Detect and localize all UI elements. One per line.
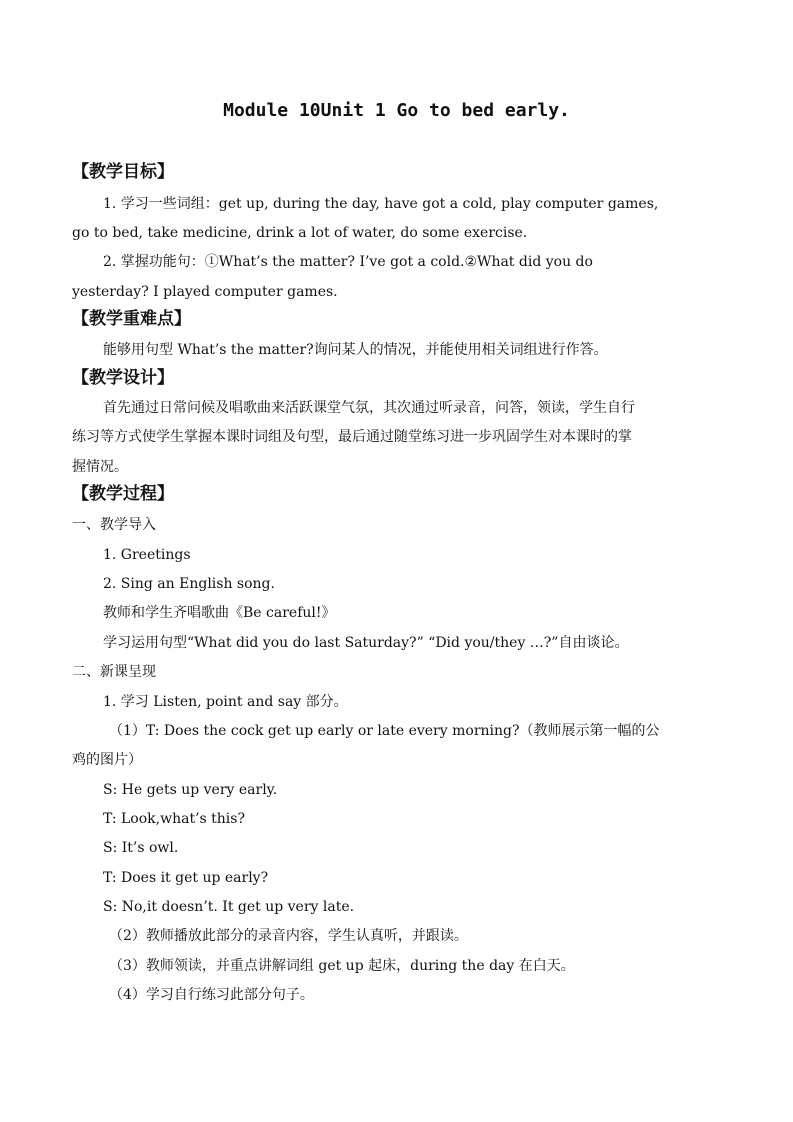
part-2-heading: 二、新课呈现	[72, 664, 156, 680]
part-2-item-5: （4）学习自行练习此部分句子。	[109, 987, 314, 1003]
heading-teaching-design: 【教学设计】	[72, 368, 174, 388]
dialog-line-1: S: He gets up very early.	[103, 782, 278, 798]
design-line-1: 首先通过日常问候及唱歌曲来活跃课堂气氛，其次通过听录音，问答，领读，学生自行	[103, 400, 635, 416]
part-1-heading: 一、教学导入	[72, 517, 156, 533]
document-title: Module 10Unit 1 Go to bed early.	[223, 100, 570, 121]
part-1-item-1: 1. Greetings	[103, 547, 191, 563]
goal-1-line-2: go to bed, take medicine, drink a lot of water, do some exercise.	[72, 225, 528, 241]
heading-teaching-process: 【教学过程】	[72, 484, 174, 504]
part-2-item-3: （2）教师播放此部分的录音内容，学生认真听，并跟读。	[109, 928, 468, 944]
goal-1-line-1: 1. 学习一些词组：get up, during the day, have got a cold, play computer games,	[103, 196, 659, 212]
part-2-item-2-line-2: 鸡的图片）	[72, 752, 142, 768]
heading-key-points: 【教学重难点】	[72, 309, 191, 329]
dialog-line-5: S: No,it doesn’t. It get up very late.	[103, 899, 355, 915]
part-2-item-4: （3）教师领读，并重点讲解词组 get up 起床，during the day 在白天。	[109, 958, 575, 974]
part-2-item-1: 1. 学习 Listen, point and say 部分。	[103, 694, 348, 710]
part-2-item-2-line-1: （1）T: Does the cock get up early or late every morning?（教师展示第一幅的公	[109, 723, 660, 739]
goal-2-line-1: 2. 掌握功能句：①What’s the matter? I’ve got a cold.②What did you do	[103, 254, 593, 270]
goal-2-line-2: yesterday? I played computer games.	[72, 284, 338, 300]
part-1-item-2: 2. Sing an English song.	[103, 576, 275, 592]
part-1-item-3: 教师和学生齐唱歌曲《Be careful!》	[103, 605, 336, 621]
dialog-line-2: T: Look,what’s this?	[103, 811, 245, 827]
design-line-2: 练习等方式使学生掌握本课时词组及句型，最后通过随堂练习进一步巩固学生对本课时的掌	[72, 429, 632, 445]
dialog-line-3: S: It’s owl.	[103, 840, 179, 856]
design-line-3: 握情况。	[72, 459, 128, 475]
part-1-item-4: 学习运用句型“What did you do last Saturday?” “Did you/they …?”自由谈论。	[103, 635, 629, 651]
key-points-text: 能够用句型 What’s the matter?询问某人的情况，并能使用相关词组进行作答。	[103, 342, 608, 358]
heading-teaching-goals: 【教学目标】	[72, 162, 174, 182]
dialog-line-4: T: Does it get up early?	[103, 870, 269, 886]
